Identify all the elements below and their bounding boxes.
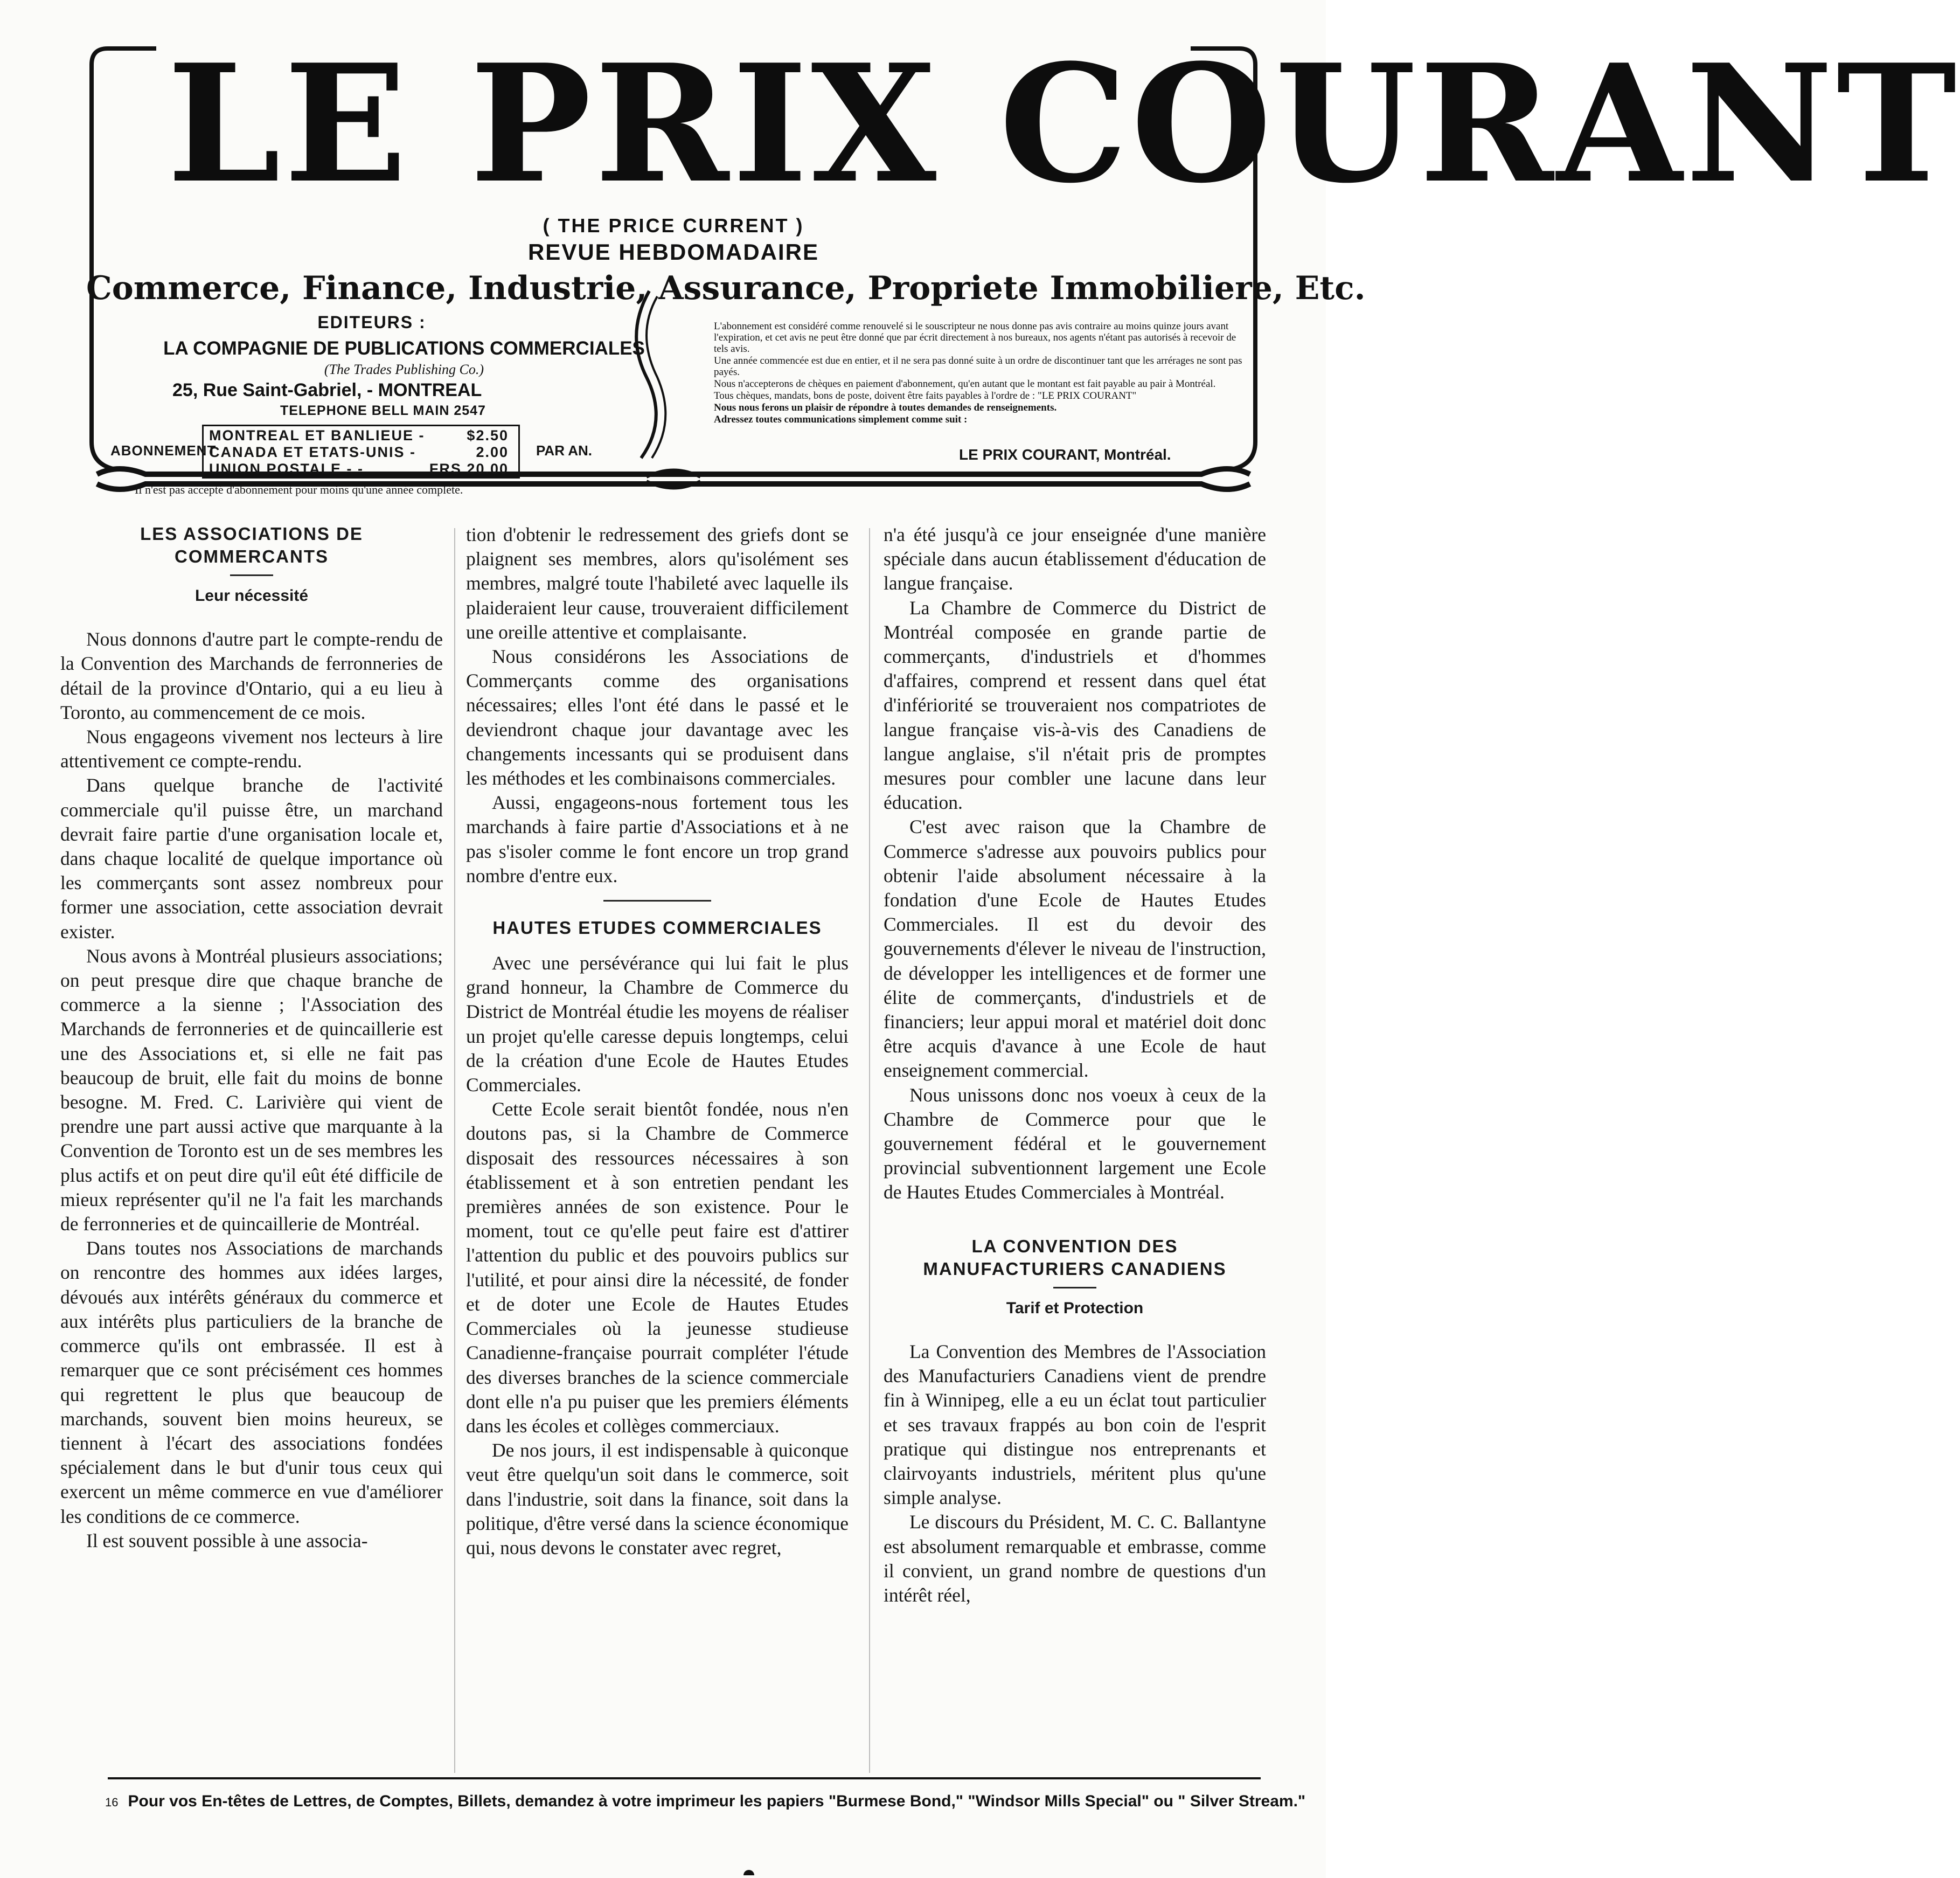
column-1 <box>60 523 443 1553</box>
paragraph: Avec une persévérance qui lui fait le plus grand honneur, la Chambre de Commerce du District de Montréal étudie les moyens de réaliser un projet qu'elle caresse depuis longtemps, celui de la création d'une Ecole de Hautes Etudes Commerciales. <box>466 952 849 1096</box>
article-subtitle-convention: Tarif et Protection <box>1006 1299 1144 1317</box>
publisher-trade-name: (The Trades Publishing Co.) <box>324 362 484 377</box>
paragraph: La Convention des Membres de l'Association des Manufacturiers Canadiens vient de prendre fin à Winnipeg, elle a eu un éclat tout particulier et ses travaux frappés au bon coin de l'esprit pratique qui distingue nos entreprenants et clairvoyants industriels, méritent plus qu'une simple analyse. <box>884 1340 1266 1509</box>
masthead <box>86 29 1960 507</box>
publisher-label: EDITEURS : <box>317 313 426 332</box>
paragraph: C'est avec raison que la Chambre de Commerce s'adresse aux pouvoirs publics pour obtenir l'aide absolument nécessaire à la fondation d'une Ecole de Hautes Etudes Commerciales. Il est du devoir des gouvernements d'élever le niveau de l'instruction, de développer les intelligences et de former une élite de commerçants, d'industriels et de financiers; leur appui moral et matériel doit donc être acquis d'avance à une Ecole de haut enseignement commercial. <box>884 816 1266 1082</box>
spacer <box>884 1205 1266 1235</box>
paragraph: Nous avons à Montréal plusieurs associations; on peut presque dire que chaque branche de commerce a la sienne ; l'Association des Marchands de ferronneries et de quincaillerie est une des Associations et, si elle ne fait pas beaucoup de bruit, elle fait du moins de bonne besogne. M. Fred. C. Larivière qui vient de prendre une part aussi active que marquante à la Convention de Toronto est un de ses membres les plus actifs et on peut dire qu'il eût été difficile de mieux représenter qu'il ne l'a fait les marchands de ferronneries et de quincaillerie de Montréal. <box>60 945 443 1235</box>
page-number: 16 <box>105 1796 119 1809</box>
paragraph: Dans toutes nos Associations de marchands on rencontre des hommes aux idées larges, dévoués aux intérêts généraux du commerce et aux intérêts plus particuliers de la branche de commerce qu'ils ont embrassée. Il est à remarquer que ce sont précisément ces hommes qui regrettent le plus que beaucoup de marchands, souvent bien moins heureux, se tiennent à l'écart des associations fondées spécialement dans le but d'unir tous ceux qui exercent un même commerce en vue d'améliorer les conditions de ce commerce. <box>60 1237 443 1527</box>
publisher-company: LA COMPAGNIE DE PUBLICATIONS COMMERCIALES <box>163 338 645 359</box>
condition-text: Tous chèques, mandats, bons de poste, doivent être faits payables à l'ordre de : "LE PRIX COURANT" <box>714 390 1137 401</box>
masthead-topics: Commerce, Finance, Industrie, Assurance, Propriete Immobiliere, Etc. <box>86 269 1366 307</box>
publisher-address: 25, Rue Saint-Gabriel, - MONTREAL <box>172 380 482 400</box>
column-divider <box>454 528 455 1773</box>
article-subtitle-associations: Leur nécessité <box>194 587 309 605</box>
paragraph: Nous engageons vivement nos lecteurs à lire attentivement ce compte-rendu. <box>60 726 443 772</box>
subscription-block <box>86 425 700 496</box>
spacer <box>884 1320 1266 1340</box>
footer-text: Pour vos En-têtes de Lettres, de Comptes, Billets, demandez à votre imprimeur les papiers "Burmese Bond," "Windsor Mills Special" ou " Silver Stream." <box>128 1792 1306 1810</box>
rate-row: CANADA ET ETATS-UNIS - 2.00 <box>209 444 509 460</box>
subscription-note: Il n'est pas accepté d'abonnement pour moins qu'une année complète. <box>135 483 463 496</box>
paragraph: Il est souvent possible à une associa- <box>86 1529 368 1551</box>
subscription-per-year: PAR AN. <box>536 442 592 459</box>
paragraph: tion d'obtenir le redressement des griefs dont se plaignent ses membres, alors qu'isolément ses membres, malgré toute l'habileté avec laquelle ils plaideraient leur cause, trouveraient difficilement une oreille attentive et complaisante. <box>466 524 849 643</box>
condition-text: L'abonnement est considéré comme renouvelé si le souscripteur ne nous donne pas avis contraire au moins quinze jours avant l'expiration, et cet avis ne peut être donné que par écrit directement à nos bureaux, nos agents n'étant pas autorisés à recevoir de tels avis. <box>714 321 1236 355</box>
condition-text: Nous n'accepterons de chèques en paiement d'abonnement, qu'en autant que le montant est fait payable au pair à Montréal. <box>714 378 1216 390</box>
spacer <box>466 939 849 951</box>
title-dash <box>1053 1287 1096 1288</box>
condition-text: Adressez toutes communications simplement comme suit : <box>714 414 968 425</box>
paragraph: n'a été jusqu'à ce jour enseignée d'une manière spéciale dans aucun établissement d'éducation de langue française. <box>884 524 1266 594</box>
condition-text: Une année commencée est due en entier, et il ne sera pas donné suite à un ordre de discontinuer tant que les arrérages ne sont pas payés. <box>714 355 1242 378</box>
article-title-associations: LES ASSOCIATIONS DE COMMERCANTS <box>140 524 363 566</box>
publisher-phone: TELEPHONE BELL MAIN 2547 <box>280 403 486 418</box>
paragraph: Nous unissons donc nos voeux à ceux de la Chambre de Commerce pour que le gouvernement fédéral et le gouvernement provincial subventionnent largement une Ecole de Hautes Etudes Commerciales à Montréal. <box>884 1084 1266 1203</box>
article-title-hautes-etudes: HAUTES ETUDES COMMERCIALES <box>492 918 822 938</box>
title-dash <box>230 574 273 576</box>
spacer <box>60 608 443 627</box>
masthead-revue: REVUE HEBDOMADAIRE <box>527 239 819 265</box>
paragraph: La Chambre de Commerce du District de Montréal composée en grande partie de commerçants, d'industriels et d'hommes d'affaires, comprend et ressent dans quel état d'infériorité se trouveraient nos compatriotes de langue française vis-à-vis des Canadiens de langue anglaise, s'il n'était pris de promptes mesures pour combler une lacune dans leur éducation. <box>884 597 1266 814</box>
article-title-convention: LA CONVENTION DES MANUFACTURIERS CANADIENS <box>923 1236 1227 1279</box>
paragraph: Nous considérons les Associations de Commerçants comme des organisations nécessaires; elles l'ont été dans le passé et le deviendront chaque jour davantage avec les changements incessants qui se produisent dans les méthodes et les combinaisons commerciales. <box>466 646 849 789</box>
printer-mark <box>743 1870 754 1875</box>
subscription-rates-box <box>202 425 520 479</box>
column-divider <box>869 528 870 1773</box>
masthead-title: LE PRIX COURANT <box>167 29 1960 219</box>
subscription-conditions <box>714 321 1253 426</box>
publisher-block <box>119 313 690 419</box>
column-2 <box>466 523 849 1560</box>
subscription-label: ABONNEMENT <box>110 442 217 459</box>
rate-row: MONTREAL ET BANLIEUE - $2.50 <box>209 427 509 443</box>
condition-text: Nous nous ferons un plaisir de répondre à toutes demandes de renseignements. <box>714 402 1057 413</box>
paragraph: Cette Ecole serait bientôt fondée, nous n'en doutons pas, si la Chambre de Commerce disposait des ressources nécessaires à son établissement et à son entretien pendant les premières années de son existence. Pour le moment, tout ce qu'elle peut faire est d'attirer l'attention du public et des pouvoirs publics sur l'utilité, et pour ainsi dire la nécessité, de fonder et de doter une Ecole de Hautes Etudes Commerciales où la jeunesse studieuse Canadienne-française pourrait compléter l'étude des diverses branches de la science commerciale dont elle n'a pu puiser que les premiers éléments dans les écoles et collèges commerciaux. <box>466 1098 849 1437</box>
paragraph: De nos jours, il est indispensable à quiconque veut être quelqu'un soit dans le commerce, soit dans l'industrie, soit dans la finance, soit dans la politique, d'être versé dans la science économique qui, nous devons le constater avec regret, <box>466 1439 849 1558</box>
paragraph: Dans quelque branche de l'activité commerciale qu'il puisse être, un marchand devrait faire partie d'une organisation locale et, dans chaque localité de quelque importance où les commerçants sont assez nombreux pour former une association, cette association devrait exister. <box>60 774 443 943</box>
conditions-signature: LE PRIX COURANT, Montréal. <box>959 446 1171 463</box>
footer-rule <box>108 1777 1261 1779</box>
footer-advertisement <box>105 1792 1306 1811</box>
column-3 <box>884 523 1266 1607</box>
masthead-subtitle-english: ( THE PRICE CURRENT ) <box>543 214 804 237</box>
rate-row: UNION POSTALE - - FRS 20.00 <box>209 461 509 477</box>
article-separator <box>603 900 711 902</box>
paragraph: Aussi, engageons-nous fortement tous les marchands à faire partie d'Associations et à ne pas s'isoler comme le font encore un trop grand nombre d'entre eux. <box>466 792 849 886</box>
paragraph: Le discours du Président, M. C. C. Ballantyne est absolument remarquable et embrasse, comme il convient, un grand nombre de questions d'un intérêt réel, <box>884 1511 1266 1606</box>
paragraph: Nous donnons d'autre part le compte-rendu de la Convention des Marchands de ferronneries de détail de la province d'Ontario, qui a eu lieu à Toronto, au commencement de ce mois. <box>60 628 443 723</box>
